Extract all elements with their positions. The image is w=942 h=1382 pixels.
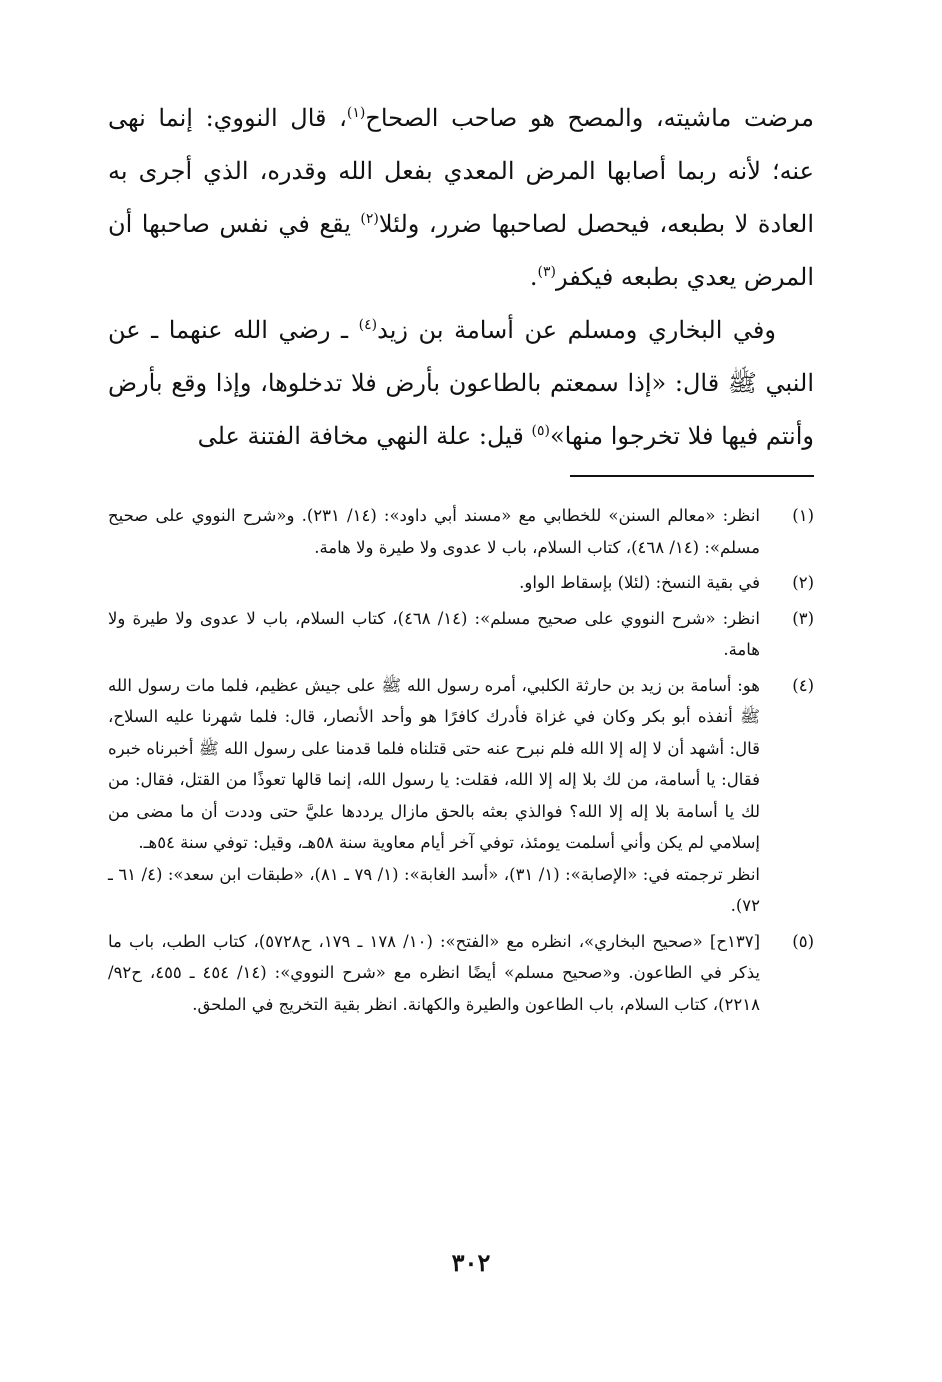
footnote-text: انظر ترجمته في: «الإصابة»: (١/ ٣١)، «أسد الغابة»: (١/ ٧٩ ـ ٨١)، «طبقات ابن سعد»: (٤/ ٦١ ـ ٧٢). xyxy=(108,864,760,915)
footnote-2 xyxy=(108,567,814,599)
footnote-body xyxy=(108,603,760,666)
footnote-ref-3: (٣) xyxy=(537,264,556,280)
paragraph-2-text-c: قيل: علة النهي مخافة الفتنة على xyxy=(197,422,532,450)
footnotes xyxy=(108,500,814,1024)
main-text xyxy=(108,92,814,463)
footnote-3 xyxy=(108,603,814,666)
footnote-number: (٥) xyxy=(792,931,814,951)
paragraph-1-text-c: يقع في نفس صاحبها أن المرض يعدي بطبعه فيكفر xyxy=(108,210,814,291)
paragraph-1 xyxy=(108,92,814,304)
footnote-ref-2: (٢) xyxy=(360,211,379,227)
footnote-number: (٣) xyxy=(792,608,814,628)
footnote-number: (١) xyxy=(792,506,814,525)
footnote-text: انظر: «شرح النووي على صحيح مسلم»: (١٤/ ٤٦٨)، كتاب السلام، باب لا عدوى ولا طيرة ولا هامة. xyxy=(108,608,760,659)
paragraph-2 xyxy=(108,304,814,463)
paragraph-1-text-d: . xyxy=(529,263,538,291)
footnote-text: انظر: «معالم السنن» للخطابي مع «مسند أبي داود»: (١٤/ ٢٣١). و«شرح النووي على صحيح مسلم»: (١٤/ ٤٦٨)، كتاب السلام، باب لا عدوى ولا طيرة ولا هامة. xyxy=(108,506,760,557)
footnote-ref-4: (٤) xyxy=(358,317,378,333)
footnote-body xyxy=(108,926,760,1021)
footnote-4 xyxy=(108,670,814,922)
footnote-body xyxy=(108,670,760,922)
footnote-separator xyxy=(570,475,814,477)
footnote-text: هو: أسامة بن زيد بن حارثة الكلبي، أمره رسول الله ﷺ على جيش عظيم، فلما مات رسول الله ﷺ أنفذه أبو بكر وكان في غزاة فأدرك كافرًا هو وأحد الأنصار، قال: فلما شهرنا عليه السلاح، قال: أشهد أن لا إله إلا الله فلم نبرح عنه حتى قتلناه فلما قدمنا على رسول الله ﷺ أخبرناه خبره فقال: يا أسامة، من لك بلا إله إلا الله، فقلت: يا رسول الله، إنما قالها تعوذًا من القتل، فقال: من لك يا أسامة بلا إله إلا الله؟ فوالذي بعثه بالحق مازال يرددها عليَّ حتى وددت أن ما مضى من إسلامي لم يكن وأني أسلمت يومئذ، توفي آخر أيام معاوية سنة ٥٨هـ، وقيل: توفي سنة ٥٤هـ. xyxy=(108,675,760,852)
footnote-1 xyxy=(108,500,814,563)
footnote-body xyxy=(108,500,760,563)
footnote-5 xyxy=(108,926,814,1021)
footnote-body xyxy=(108,567,760,599)
footnote-ref-1: (١) xyxy=(346,105,366,121)
page-number: ٣٠٢ xyxy=(451,1248,491,1277)
paragraph-1-text-a: مرضت ماشيته، والمصح هو صاحب الصحاح xyxy=(365,104,814,132)
footnote-number: (٤) xyxy=(792,675,814,695)
paragraph-1-text-b: ، قال النووي: إنما نهى عنه؛ لأنه ربما أصابها المرض المعدي بفعل الله وقدره، الذي أجرى به العادة لا بطبعه، فيحصل لصاحبها ضرر، ولئلا xyxy=(108,104,815,238)
paragraph-2-text-a: وفي البخاري ومسلم عن أسامة بن زيد xyxy=(377,316,776,344)
footnote-text: في بقية النسخ: (لئلا) بإسقاط الواو. xyxy=(519,573,760,592)
paragraph-2-text-b: ـ رضي الله عنهما ـ عن النبي ﷺ قال: «إذا سمعتم بالطاعون بأرض فلا تدخلوها، وإذا وقع بأرض وأنتم فيها فلا تخرجوا منها» xyxy=(108,316,814,450)
footnote-text: [١٣٧ح] «صحيح البخاري»، انظره مع «الفتح»: (١٠/ ١٧٨ ـ ١٧٩، ح٥٧٢٨)، كتاب الطب، باب ما يذكر في الطاعون. و«صحيح مسلم» أيضًا انظره مع «شرح النووي»: (١٤/ ٤٥٤ ـ ٤٥٥، ح٩٢/ ٢٢١٨)، كتاب السلام، باب الطاعون والطيرة والكهانة. انظر بقية التخريج في الملحق. xyxy=(108,931,761,1014)
footnote-ref-5: (٥) xyxy=(531,423,550,439)
footnote-number: (٢) xyxy=(792,573,814,592)
